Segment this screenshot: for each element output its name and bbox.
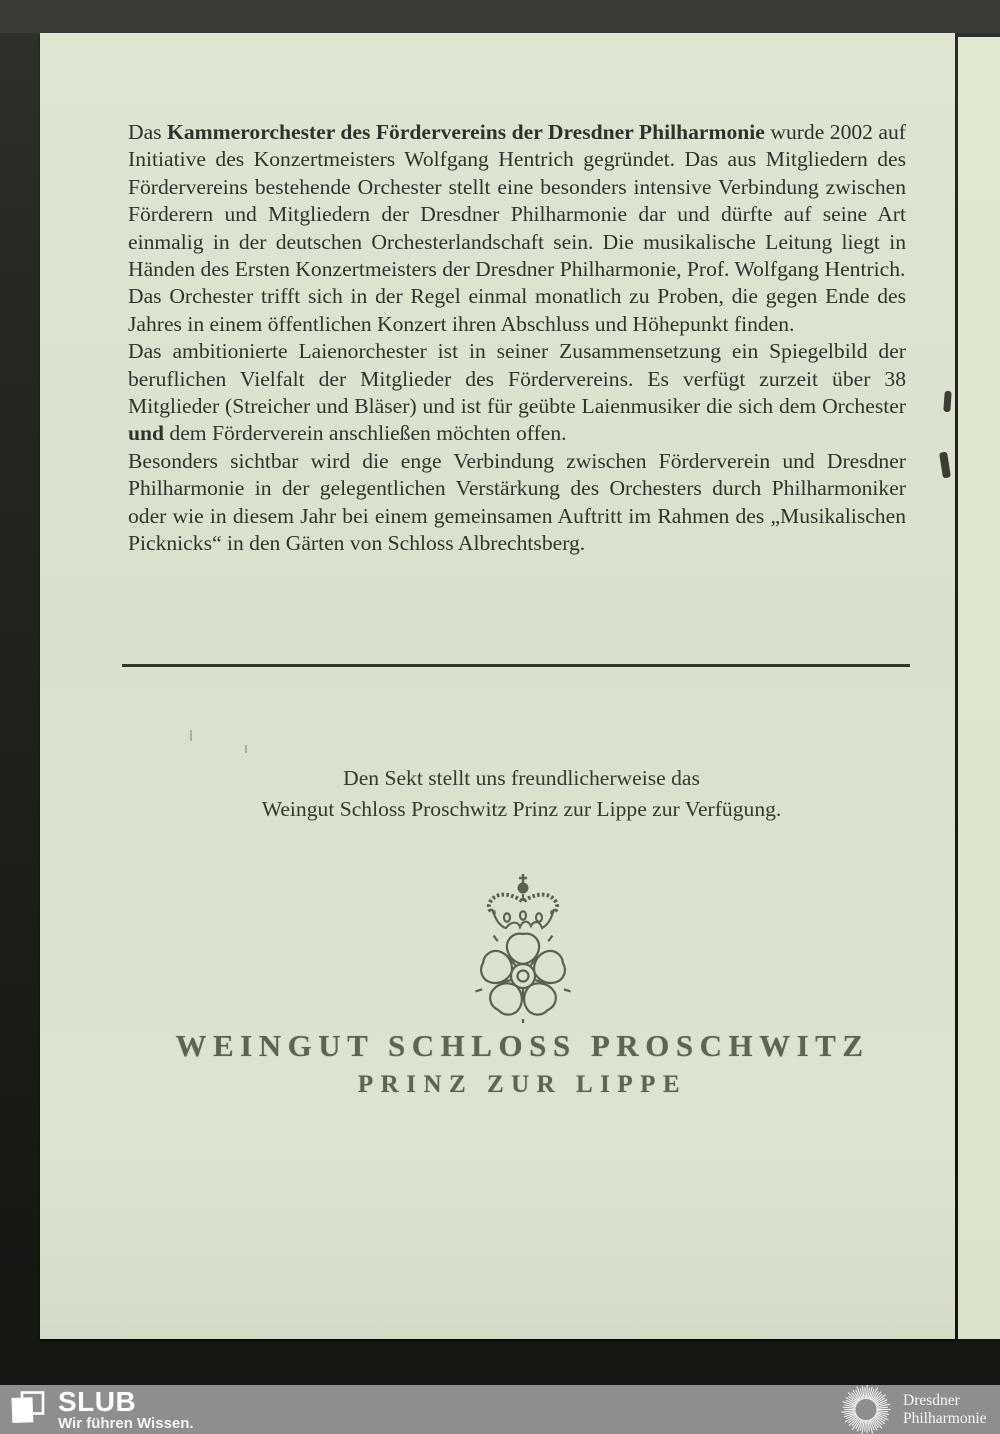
paragraph-bold-text: und (128, 421, 165, 446)
paragraph (128, 448, 906, 558)
crown-and-lippe-rose-emblem-icon (468, 871, 578, 1023)
paragraph-text: dem Förderverein anschließen möchten offen. (164, 421, 567, 446)
sunburst-icon[interactable] (841, 1385, 891, 1434)
paragraph-text: Das (128, 120, 168, 144)
paragraph-text: Das ambitionierte Laienorchester ist in seiner Zusammensetzung ein Spiegelbild der beruflichen Vielfalt der Mitglieder des Fördervereins. Es verfügt zurzeit über 38 Mitglieder (Streicher und Bläser) und ist für geübte Laienmusiker die sich dem Orchester (128, 339, 906, 419)
philharmonie-name-line: Philharmonie (903, 1409, 987, 1427)
scanner-background-top (0, 0, 1000, 33)
adjacent-page-edge (958, 37, 1000, 1339)
paragraph (128, 338, 906, 448)
paragraph (128, 119, 906, 283)
staple-mark (943, 391, 951, 412)
scan-speck (245, 745, 247, 753)
sponsor-note-line: Den Sekt stellt uns freundlicherweise das (343, 766, 700, 790)
paragraph-text: wurde 2002 auf Initiative des Konzertmeisters Wolfgang Hentrich gegründet. Das aus Mitgliedern des Fördervereins bestehende Orchester stellt eine besonders intensive Verbindung zwischen Förderern und Mitgliedern der Dresdner Philharmonie dar und dürfte auf seine Art einmalig in der deutschen Orchesterlandschaft sein. Die musikalische Leitung liegt in Händen des Ersten Konzertmeisters der Dresdner Philharmonie, Prof. Wolfgang Hentrich. (128, 120, 906, 282)
library-branding-bar (0, 1385, 1000, 1434)
sponsor-note (88, 763, 955, 824)
philharmonie-wordmark[interactable] (903, 1392, 987, 1427)
paragraph-text: Besonders sichtbar wird die enge Verbindung zwischen Förderverein und Dresdner Philharmonie in der gelegentlichen Verstärkung des Orchesters durch Philharmoniker oder wie in diesem Jahr bei einem gemeinsamen Auftritt im Rahmen des „Musikalischen Picknicks“ in den Gärten von Schloss Albrechtsberg. (128, 448, 906, 556)
winery-name-line: PRINZ ZUR LIPPE (357, 1071, 688, 1098)
winery-wordmark (90, 1028, 955, 1099)
horizontal-divider (122, 664, 910, 667)
slub-wordmark[interactable]: SLUB (58, 1386, 137, 1417)
paragraph-text: Das Orchester trifft sich in der Regel einmal monatlich zu Proben, die gegen Ende des Jahres in einem öffentlichen Konzert ihren Abschluss und Höhepunkt finden. (128, 284, 906, 336)
paragraph (128, 283, 906, 338)
sponsor-note-line: Weingut Schloss Proschwitz Prinz zur Lippe zur Verfügung. (261, 796, 782, 821)
winery-name-line: WEINGUT SCHLOSS PROSCHWITZ (175, 1028, 870, 1063)
slub-tagline: Wir führen Wissen. (58, 1415, 194, 1432)
paragraph-bold-text: Kammerorchester des Fördervereins der Dresdner Philharmonie (167, 120, 765, 144)
scan-speck (190, 730, 192, 741)
scanned-paper-page (40, 33, 955, 1339)
philharmonie-name-line: Dresdner (903, 1392, 960, 1409)
open-book-icon[interactable] (10, 1391, 46, 1426)
main-text-block (128, 119, 906, 558)
